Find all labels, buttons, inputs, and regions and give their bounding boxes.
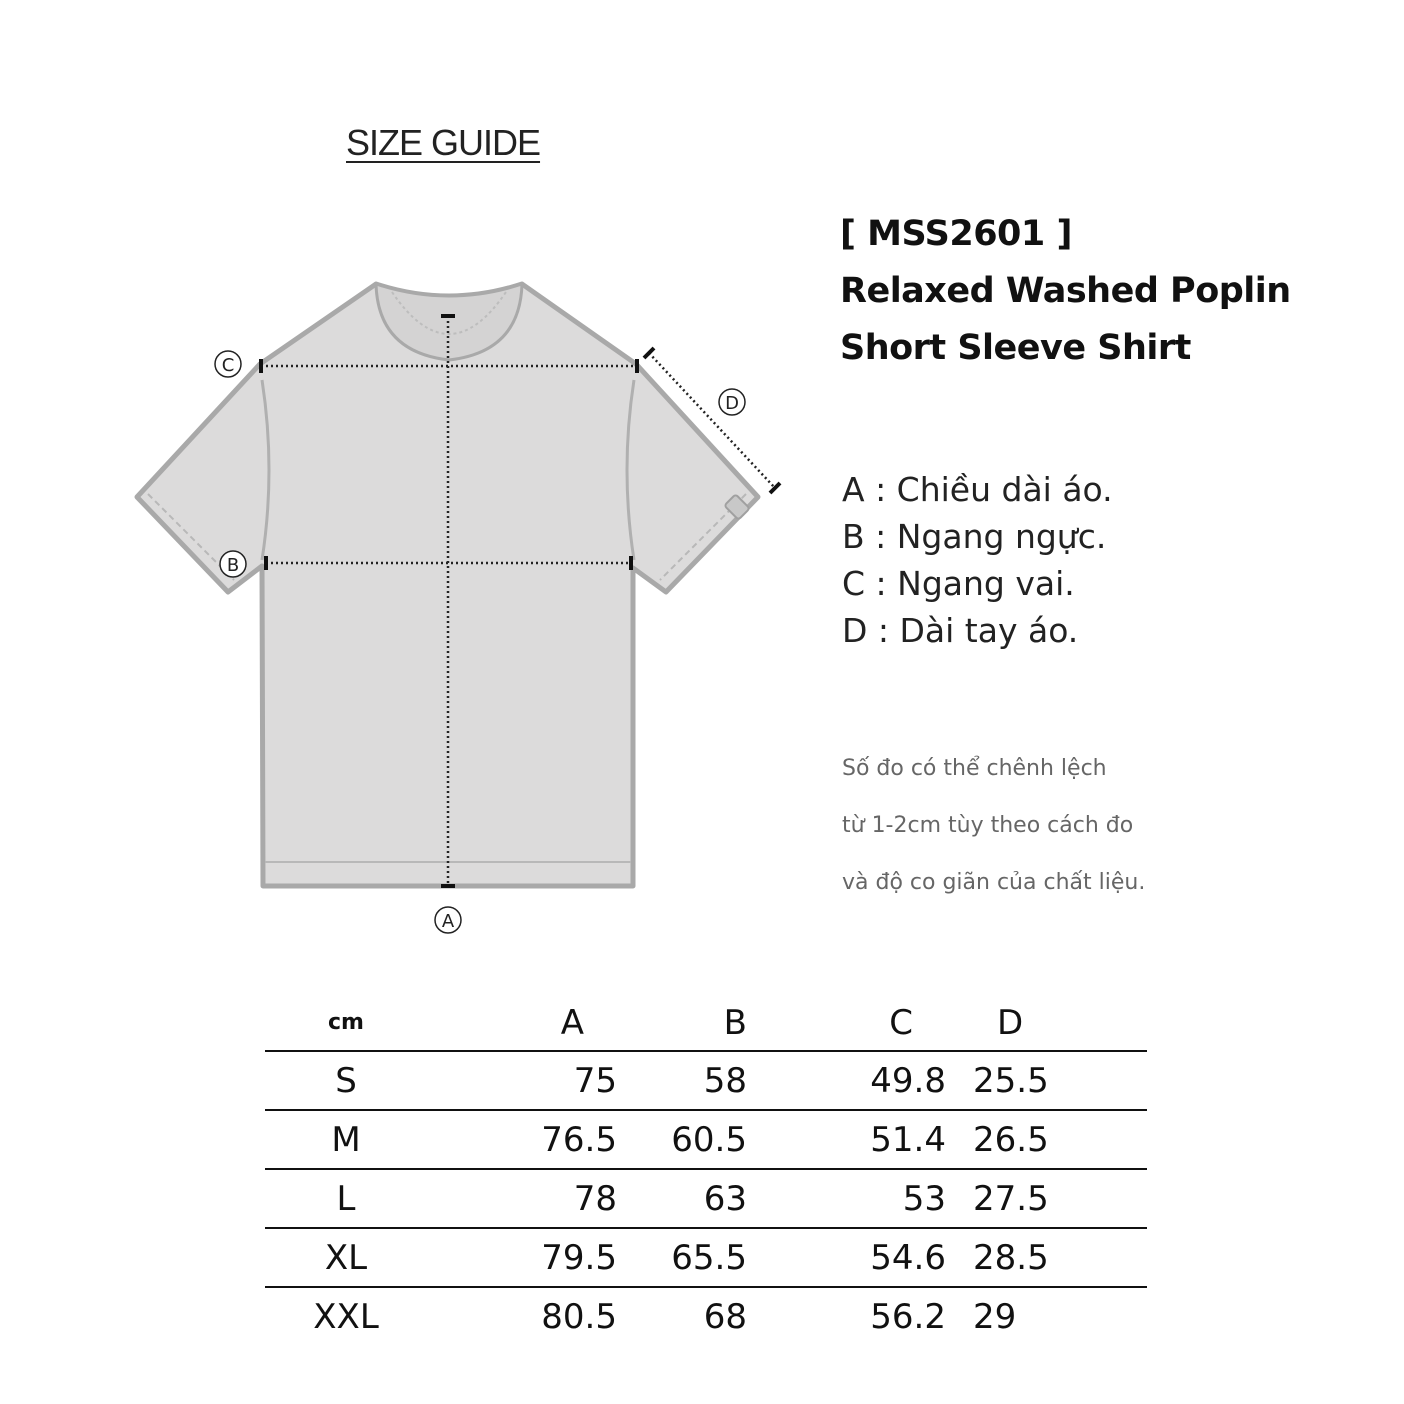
size-label: L [336, 1178, 356, 1219]
legend-item-b: B : Ngang ngực. [842, 517, 1107, 556]
svg-text:B: B [226, 555, 240, 576]
table-cell: 79.5 [541, 1237, 617, 1278]
column-header: A [560, 1002, 584, 1043]
size-label: M [331, 1119, 361, 1160]
table-cell: 76.5 [541, 1119, 617, 1160]
marker-c [215, 351, 241, 377]
table-cell: 75 [573, 1060, 617, 1101]
size-table [265, 995, 1147, 1345]
marker-d [719, 389, 745, 415]
table-cell: 63 [703, 1178, 747, 1219]
size-label: XL [324, 1237, 368, 1278]
table-cell: 28.5 [973, 1237, 1049, 1278]
size-label: S [335, 1060, 357, 1101]
table-cell: 53 [902, 1178, 946, 1219]
marker-a [435, 907, 461, 933]
table-cell: 29 [973, 1296, 1017, 1337]
note-line: từ 1-2cm tùy theo cách đo [842, 813, 1134, 838]
table-cell: 68 [703, 1296, 747, 1337]
table-cell: 51.4 [870, 1119, 946, 1160]
product-info [840, 206, 1291, 377]
table-cell: 65.5 [671, 1237, 747, 1278]
legend-item-d: D : Dài tay áo. [842, 611, 1079, 650]
table-cell: 60.5 [671, 1119, 747, 1160]
svg-text:A: A [441, 911, 455, 932]
table-cell: 25.5 [973, 1060, 1049, 1101]
table-row [265, 1051, 1147, 1110]
product-name-line1: Relaxed Washed Poplin [840, 271, 1291, 311]
table-cell: 56.2 [870, 1296, 946, 1337]
svg-text:D: D [725, 393, 739, 414]
table-header-row [265, 995, 1147, 1051]
table-row [265, 1169, 1147, 1228]
svg-text:C: C [221, 355, 235, 376]
product-name-line2: Short Sleeve Shirt [840, 328, 1191, 368]
table-cell: 27.5 [973, 1178, 1049, 1219]
table-row [265, 1110, 1147, 1169]
marker-b [220, 551, 246, 577]
size-label: XXL [313, 1296, 379, 1337]
page-title: SIZE GUIDE [346, 122, 541, 163]
table-row [265, 1287, 1147, 1345]
unit-header: cm [328, 1010, 364, 1035]
column-header: B [723, 1002, 747, 1043]
column-header: C [889, 1002, 913, 1043]
legend-item-a: A : Chiều dài áo. [842, 470, 1113, 509]
table-cell: 80.5 [541, 1296, 617, 1337]
table-cell: 58 [703, 1060, 747, 1101]
measurement-note [842, 740, 1145, 911]
note-line: và độ co giãn của chất liệu. [842, 870, 1146, 895]
measurement-legend [842, 466, 1113, 654]
legend-item-c: C : Ngang vai. [842, 564, 1075, 603]
table-cell: 26.5 [973, 1119, 1049, 1160]
table-cell: 54.6 [870, 1237, 946, 1278]
note-line: Số đo có thể chênh lệch [842, 756, 1107, 781]
table-cell: 78 [573, 1178, 617, 1219]
table-row [265, 1228, 1147, 1287]
product-code: [ MSS2601 ] [840, 214, 1072, 254]
table-cell: 49.8 [870, 1060, 946, 1101]
column-header: D [997, 1002, 1024, 1043]
